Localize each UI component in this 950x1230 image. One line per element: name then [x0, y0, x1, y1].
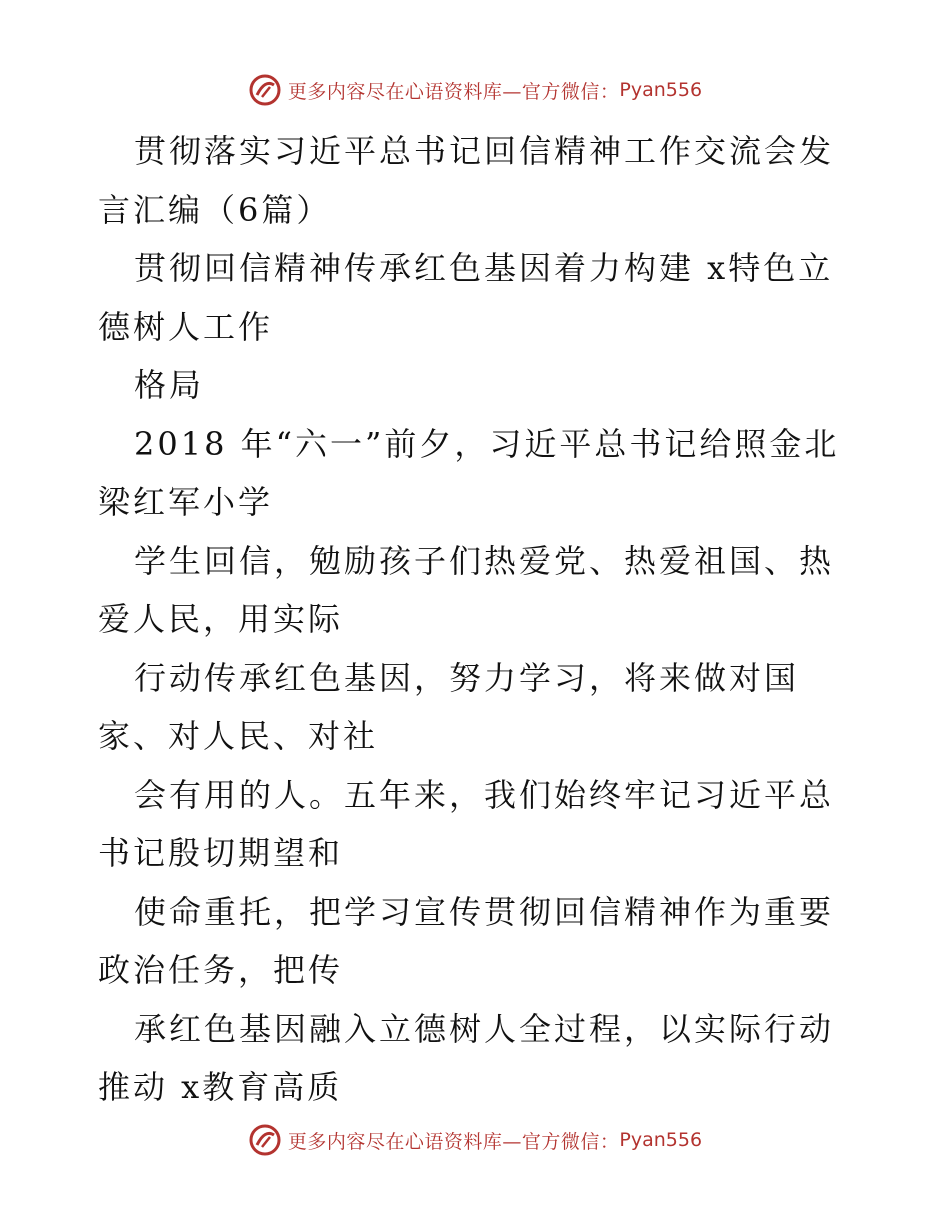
banner-contact: Pyan556 [619, 1129, 703, 1151]
logo-icon [248, 1123, 282, 1157]
logo-icon [248, 73, 282, 107]
body-line: 会有用的人。五年来，我们始终牢记习近平总书记殷切期望和 [98, 775, 835, 872]
banner-contact: Pyan556 [619, 79, 703, 101]
watermark-banner-bottom [0, 1120, 950, 1160]
body-line: 2018 年“六一”前夕，习近平总书记给照金北梁红军小学 [98, 424, 840, 521]
section-heading: 贯彻回信精神传承红色基因着力构建 x特色立德树人工作 [98, 249, 834, 346]
body-line: 行动传承红色基因，努力学习，将来做对国家、对人民、对社 [98, 658, 800, 755]
banner-text: 更多内容尽在心语资料库—官方微信： [287, 1130, 620, 1153]
document-body [98, 122, 868, 1117]
body-line: 使命重托，把学习宣传贯彻回信精神作为重要政治任务，把传 [98, 892, 835, 989]
body-line: 承红色基因融入立德树人全过程，以实际行动推动 x教育高质 [98, 1009, 835, 1106]
body-line: 学生回信，勉励孩子们热爱党、热爱祖国、热爱人民，用实际 [98, 541, 835, 638]
banner-text: 更多内容尽在心语资料库—官方微信： [287, 80, 620, 103]
watermark-banner-top [0, 70, 950, 110]
document-title: 贯彻落实习近平总书记回信精神工作交流会发言汇编（6篇） [98, 132, 835, 229]
section-heading-cont: 格局 [134, 366, 205, 404]
